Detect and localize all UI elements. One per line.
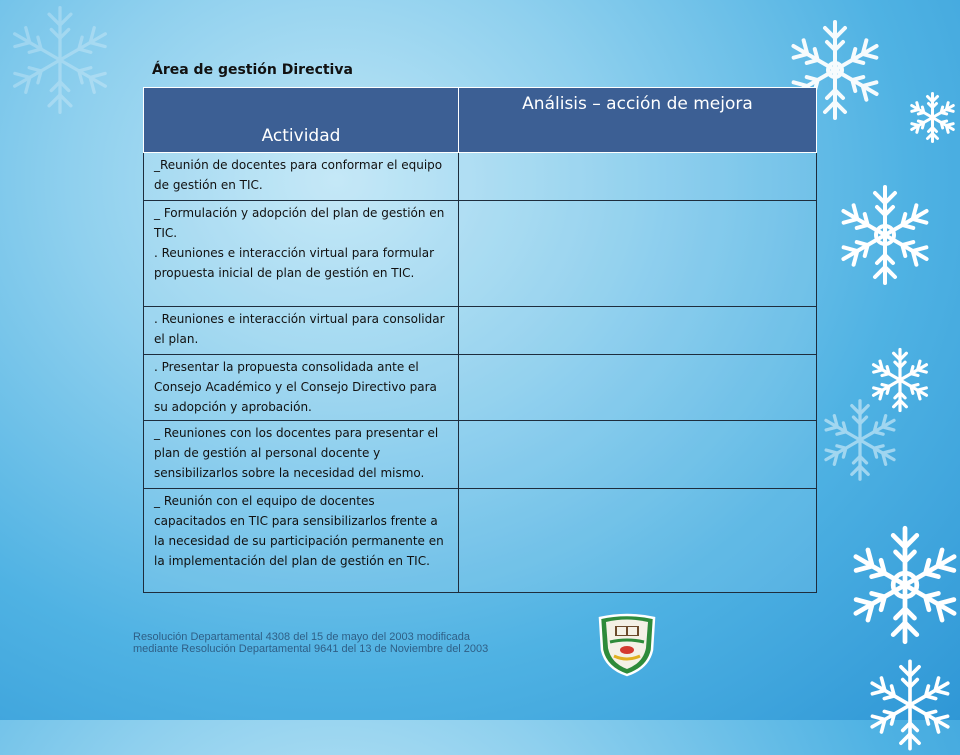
activity-cell <box>144 355 459 421</box>
analysis-cell <box>459 421 817 489</box>
snowflake-icon <box>860 655 960 755</box>
school-crest-icon <box>596 612 658 683</box>
footer-line-1: Resolución Departamental 4308 del 15 de mayo del 2003 modificada <box>133 631 470 643</box>
header-analisis: Análisis – acción de mejora <box>459 88 817 153</box>
footer-line-2: mediante Resolución Departamental 9641 del 13 de Noviembre del 2003 <box>133 643 489 655</box>
table-row <box>144 355 817 421</box>
activity-text: _Reunión de docentes para conformar el equipo de gestión en TIC. <box>154 158 443 192</box>
activity-text: . Reuniones e interacción virtual para formular propuesta inicial de plan de gestión en TIC. <box>154 246 435 280</box>
page-title: Área de gestión Directiva <box>152 62 353 78</box>
table-row <box>144 421 817 489</box>
activity-text: . Presentar la propuesta consolidada ante el Consejo Académico y el Consejo Directivo para su adopción y aprobación. <box>154 360 437 414</box>
snowflake-icon <box>815 395 905 485</box>
activity-cell <box>144 153 459 201</box>
activity-cell <box>144 421 459 489</box>
activity-text: _ Formulación y adopción del plan de gestión en TIC. <box>154 206 445 240</box>
snowflake-icon <box>840 520 960 650</box>
activity-text: _ Reuniones con los docentes para presentar el plan de gestión al personal docente y sensibilizarlos sobre la necesidad del mismo. <box>154 426 439 480</box>
snowflake-icon <box>905 90 960 145</box>
table-header-row <box>144 88 817 153</box>
activity-cell <box>144 489 459 593</box>
activity-cell <box>144 201 459 307</box>
analysis-cell <box>459 153 817 201</box>
analysis-cell <box>459 307 817 355</box>
snowflake-icon <box>830 180 940 290</box>
activity-text: _ Reunión con el equipo de docentes capacitados en TIC para sensibilizarlos frente a la necesidad de su participación permanente en la implementación del plan de gestión en TIC. <box>154 494 444 568</box>
snowflake-icon <box>0 0 120 120</box>
header-actividad: Actividad <box>144 88 459 153</box>
activity-table <box>143 87 817 593</box>
table-row <box>144 307 817 355</box>
activity-text: . Reuniones e interacción virtual para consolidar el plan. <box>154 312 445 346</box>
table-row <box>144 201 817 307</box>
analysis-cell <box>459 489 817 593</box>
analysis-cell <box>459 201 817 307</box>
analysis-cell <box>459 355 817 421</box>
table-row <box>144 153 817 201</box>
table-row <box>144 489 817 593</box>
footer-resolution <box>133 631 583 655</box>
activity-cell <box>144 307 459 355</box>
